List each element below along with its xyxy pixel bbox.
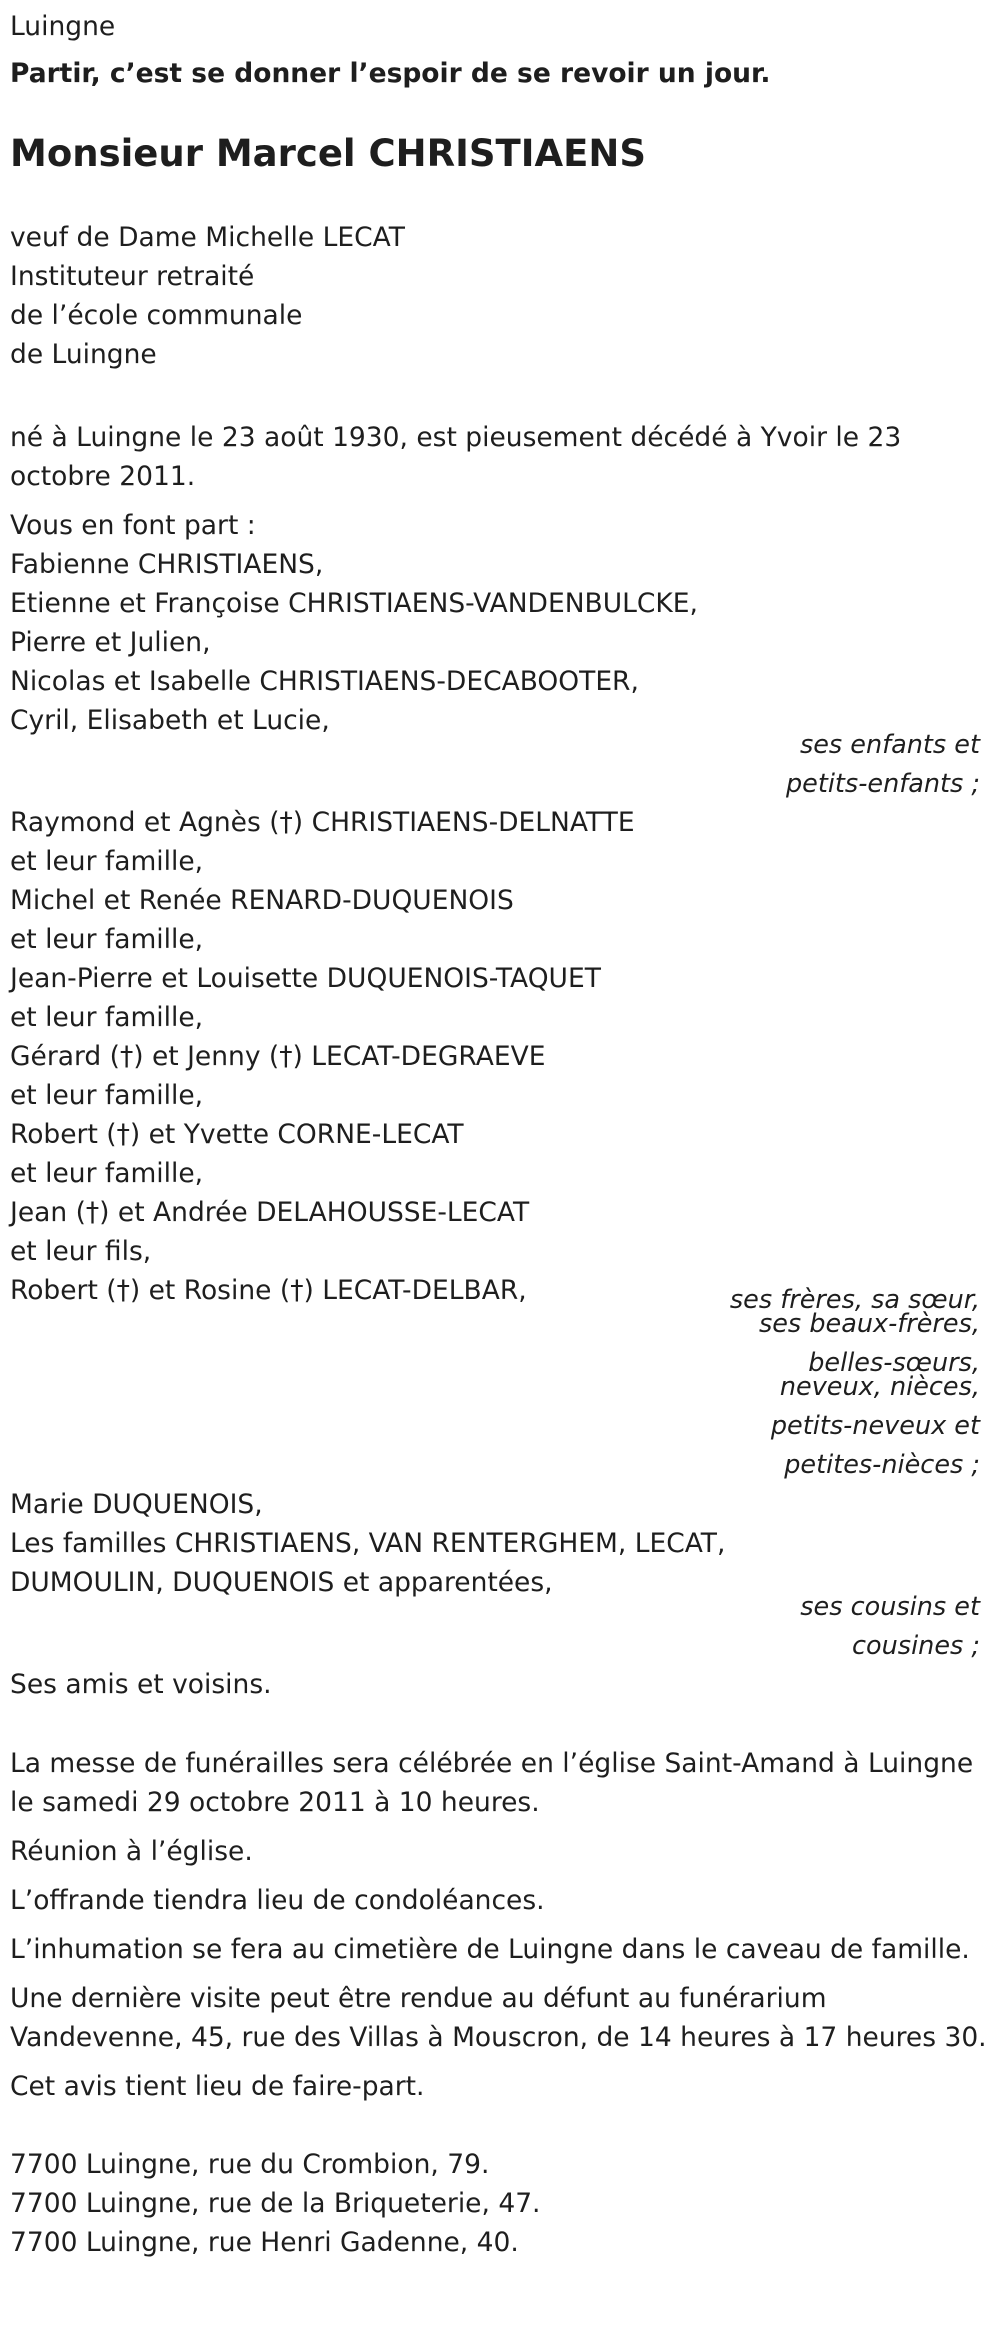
children-line: Cyril, Elisabeth et Lucie,: [10, 705, 330, 736]
sibling-line: Jean (†) et Andrée DELAHOUSSE-LECAT: [10, 1197, 530, 1228]
ceremony-line: Réunion à l’église.: [10, 1836, 253, 1867]
ceremony-line: La messe de funérailles sera célébrée en l’église Saint-Amand à Luingne: [10, 1748, 974, 1779]
cousin-line: Marie DUQUENOIS,: [10, 1489, 263, 1520]
sibling-line: Robert (†) et Yvette CORNE-LECAT: [10, 1119, 464, 1150]
siblings-role: neveux, nièces,: [779, 1372, 980, 1402]
sibling-line: et leur famille,: [10, 846, 204, 877]
children-role: ses enfants et: [799, 730, 980, 760]
address-line: 7700 Luingne, rue de la Briqueterie, 47.: [10, 2188, 541, 2219]
location-header: Luingne: [10, 11, 116, 42]
ceremony-line: le samedi 29 octobre 2011 à 10 heures.: [10, 1787, 540, 1818]
sibling-line: et leur famille,: [10, 924, 204, 955]
friends-line: Ses amis et voisins.: [10, 1669, 272, 1700]
cousins-role: ses cousins et: [800, 1592, 980, 1622]
sibling-line: Raymond et Agnès (†) CHRISTIAENS-DELNATTE: [10, 807, 635, 838]
siblings-role: belles-sœurs,: [808, 1348, 980, 1378]
siblings-role: petites-nièces ;: [784, 1450, 980, 1480]
children-line: Pierre et Julien,: [10, 627, 211, 658]
quote: Partir, c’est se donner l’espoir de se revoir un jour.: [10, 58, 771, 89]
sibling-line: Michel et Renée RENARD-DUQUENOIS: [10, 885, 514, 916]
children-role: petits-enfants ;: [785, 769, 980, 799]
ceremony-line: L’inhumation se fera au cimetière de Luingne dans le caveau de famille.: [10, 1934, 970, 1965]
intro-line: de Luingne: [10, 339, 157, 370]
sibling-line: et leur fils,: [10, 1236, 152, 1267]
siblings-role: ses beaux-frères,: [758, 1309, 980, 1339]
ceremony-line: Vandevenne, 45, rue des Villas à Mouscron, de 14 heures à 17 heures 30.: [10, 2022, 987, 2053]
cousin-line: Les familles CHRISTIAENS, VAN RENTERGHEM, LECAT,: [10, 1528, 726, 1559]
children-line: Fabienne CHRISTIAENS,: [10, 549, 324, 580]
announcers-heading: Vous en font part :: [10, 510, 256, 541]
sibling-line: Robert (†) et Rosine (†) LECAT-DELBAR,: [10, 1275, 527, 1306]
intro-line: de l’école communale: [10, 300, 303, 331]
siblings-role: ses frères, sa sœur,: [729, 1285, 980, 1315]
sibling-line: et leur famille,: [10, 1002, 204, 1033]
cousins-role: cousines ;: [852, 1631, 980, 1661]
ceremony-line: Cet avis tient lieu de faire-part.: [10, 2071, 425, 2102]
cousin-line: DUMOULIN, DUQUENOIS et apparentées,: [10, 1567, 553, 1598]
ceremony-line: L’offrande tiendra lieu de condoléances.: [10, 1885, 545, 1916]
intro-line: Instituteur retraité: [10, 261, 255, 292]
sibling-line: et leur famille,: [10, 1158, 204, 1189]
children-line: Etienne et Françoise CHRISTIAENS-VANDENBULCKE,: [10, 588, 698, 619]
birth-death-line: octobre 2011.: [10, 461, 196, 492]
address-line: 7700 Luingne, rue du Crombion, 79.: [10, 2149, 490, 2180]
sibling-line: et leur famille,: [10, 1080, 204, 1111]
birth-death-line: né à Luingne le 23 août 1930, est pieusement décédé à Yvoir le 23: [10, 422, 902, 453]
deceased-name: Monsieur Marcel CHRISTIAENS: [10, 132, 647, 175]
address-line: 7700 Luingne, rue Henri Gadenne, 40.: [10, 2227, 519, 2258]
sibling-line: Jean-Pierre et Louisette DUQUENOIS-TAQUET: [10, 963, 601, 994]
ceremony-line: Une dernière visite peut être rendue au défunt au funérarium: [10, 1983, 827, 2014]
intro-line: veuf de Dame Michelle LECAT: [10, 222, 405, 253]
siblings-role: petits-neveux et: [770, 1411, 980, 1441]
sibling-line: Gérard (†) et Jenny (†) LECAT-DEGRAEVE: [10, 1041, 546, 1072]
children-line: Nicolas et Isabelle CHRISTIAENS-DECABOOTER,: [10, 666, 639, 697]
